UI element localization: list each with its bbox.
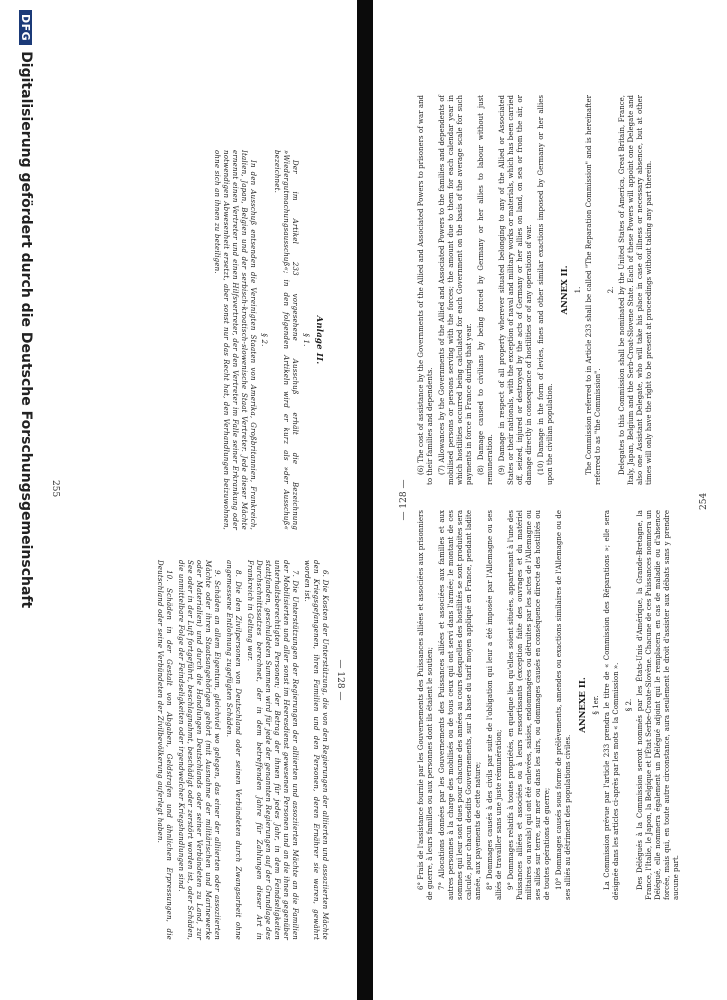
- french-para-10: 10° Dommages causés sous forme de prélèvements, amendes ou exactions similaires de l'Allemagne ou de ses alliés au détriment des populations civiles.: [555, 510, 572, 900]
- german-column-left: [209, 150, 329, 530]
- english-para-6: (6) The cost of assistance by the Governments of the Allied and Associated Powers to prisoners of war and to their families and dependents.: [417, 95, 434, 485]
- english-section-1-title: 1.: [574, 286, 582, 294]
- english-section-1: The Commission referred to in Article 233 shall be called "The Reparation Commission" and is hereinafter referred to as "the Commission".: [585, 95, 602, 485]
- french-section-2: Des Délégués à la Commission seront nommés par les États-Unis d'Amérique, la Grande-Bretagne, la France, l'Italie, le Japon, la Belgique et l'État Serbe-Croate-Slovène. Chacune de ces Puissances nommera un Délégué, elle nommera également un Délégué adjoint qui le remplacera en cas de maladie ou d'absence forcée, mais qui, en toute autre circonstance, aura seulement le droit d'assister aux débats sans y prendre aucune part.: [636, 510, 680, 900]
- english-para-10: (10) Damage in the form of levies, fines and other similar exactions imposed by Germany or her allies upon the civilian population.: [537, 95, 554, 485]
- french-column: [417, 510, 684, 900]
- german-section-2-title: § 2.: [260, 333, 268, 347]
- english-column: [417, 95, 657, 485]
- german-section-1-title: § 1.: [302, 333, 310, 347]
- english-para-7: (7) Allowances by the Governments of the Allied and Associated Powers to the families and dependents of mobilised persons or persons serving with the forces; the amount due to them for each calendar year in which hostilities occurred being calculated for each Government on the basis of the average scale for such payments in force in France during that year.: [438, 95, 473, 485]
- upper-page-scan: [385, 60, 715, 950]
- english-para-8: (8) Damage caused to civilians by being forced by Germany or her allies to labour without just remuneration.: [477, 95, 494, 485]
- page-header: — 128 —: [399, 479, 409, 521]
- german-para-7: 7. Die Unterstützungen der Regierungen der alliierten und assoziierten Mächte an die Familien der Mobilisierten und aller sonst im Heeresdienst gewesenen Personen und an die ihnen gegenüber unterhaltsberechtigten Personen; der Betrag der ihnen für jedes Jahr, in dem Feindseligkeiten stattfanden, geschuldeten Summen wird für jede der genannten Regierungen auf der Grundlage des Durchschnittssatzes berechnet, der in dem betreffenden Jahre für Zahlungen dieser Art in Frankreich in Geltung war.: [246, 560, 299, 940]
- german-para-8: 8. Die den Zivilpersonen von Deutschland oder seinen Verbündeten durch Zwangsarbeit ohne angemessene Entlohnung zugefügten Schäden.: [225, 560, 242, 940]
- english-para-9: (9) Damage in respect of all property wherever situated belonging to any of the Allied or Associated States or their nationals, with the exception of naval and military works or materials, which has been carried off, seized, injured or destroyed by the acts of Germany or her allies on land, on sea or from the air, or damage directly in consequence of hostilities or of any operations of war.: [498, 95, 533, 485]
- gutter-band: [357, 0, 373, 1000]
- lower-page-scan: [45, 60, 345, 950]
- dfg-logo: DFG: [19, 10, 32, 45]
- french-section-1: La Commission prévue par l'article 233 prendra le titre de « Commission des Réparations »; elle sera désignée dans les articles ci-après par les mots « la Commission ».: [603, 510, 620, 900]
- french-para-8: 8° Dommages causés à des civils par suite de l'obligation qui leur a été imposée par l'Allemagne ou ses alliés de travailler sans une juste rémunération;: [486, 510, 503, 900]
- french-para-6: 6° Frais de l'assistance fournie par les Gouvernements des Puissances alliées et associées aux prisonniers de guerre, à leurs familles ou aux personnes dont ils étaient le soutien;: [417, 510, 434, 900]
- french-annex-title: ANNEXE II.: [578, 677, 588, 733]
- german-para-10: 10. Schäden in der Gestalt von Abgaben, Geldstrafen und ähnlichen Erpressungen, die Deutschland oder seine Verbündeten der Zivilbevölkerung auferlegt haben.: [156, 560, 173, 940]
- credit-text: Digitalisierung gefördert durch die Deutsche Forschungsgemeinschaft: [18, 51, 34, 609]
- german-column-right: [152, 560, 329, 940]
- page-number-254: 254: [699, 492, 709, 510]
- english-annex-title: ANNEX II.: [560, 265, 570, 315]
- german-para-9: 9. Schäden an allem Eigentum, gleichviel wo gelegen, das einer der alliierten oder assoziierten Mächte oder ihren Staatsangehörigen gehört (mit Ausnahme der militärischen und Marinewerke oder Materialien) und durch die Handlungen Deutschlands oder seiner Verbündeten zu Land, zur See oder in der Luft fortgeführt, beschlagnahmt, beschädigt oder zerstört worden ist, oder Schäden, die unmittelbare Folge der Feindseligkeiten oder irgendwelcher Kriegshandlungen sind.: [177, 560, 221, 940]
- french-para-9: 9° Dommages relatifs à toutes propriétés, en quelque lieu qu'elles soient situées, appartenant à l'une des Puissances alliées et associées ou à leurs ressortissants (exception faite des ouvrages et du matériel militaires ou navals) qui ont été enlevées, saisies, endommagées ou détruites par les actes de l'Allemagne ou ses alliés sur terre, sur mer ou dans les airs, ou dommages causés en conséquence directe des hostilités ou de toutes opérations de guerre;: [507, 510, 551, 900]
- english-section-2-title: 2.: [607, 286, 615, 294]
- page-header: — 128 —: [335, 659, 345, 701]
- german-para-6: 6. Die Kosten der Unterstützung, die von den Regierungen der alliierten und assoziierten Mächte den Kriegsgefangenen, ihren Familien und den Personen, deren Ernährer sie waren, gewährt worden ist.: [303, 560, 329, 940]
- german-annex-title: Anlage II.: [314, 315, 324, 365]
- german-section-1: Der im Artikel 233 vorgesehene Ausschuß erhält die Bezeichnung »Wiedergutmachungsausschuß«; in den folgenden Artikeln wird er kurz als »der Ausschuß« bezeichnet.: [273, 150, 299, 530]
- page-number-255: 255: [50, 480, 60, 498]
- french-section-1-title: § 1er.: [592, 695, 600, 715]
- upper-page-content: [395, 60, 715, 940]
- dfg-credit-line: [18, 10, 34, 608]
- french-para-7: 7° Allocations données par les Gouvernements des Puissances alliées et associées aux familles et aux autres personnes à la charge des mobilisés ou de tous ceux qui ont servi dans l'armée; le montant de ces sommes qui leur sont dues pour chacune des années au cours desquelles des hostilités se sont produites sera calculé, pour chacun desdits Gouvernements, sur la base du tarif moyen appliqué en France, pendant ladite année, aux payements de cette nature;: [438, 510, 482, 900]
- english-section-2: Delegates to this Commission shall be nominated by the United States of America, Great Britain, France, Italy, Japan, Belgium and the Serb-Croat-Slovene State. Each of these Powers will appoint one Delegate and also one Assistant Delegate, who will take his place in case of illness or necessary absence, but at other times will only have the right to be present at proceedings without taking any part therein.: [618, 95, 653, 485]
- german-section-2: In den Ausschuß entsenden die Vereinigten Staaten von Amerika, Großbritannien, Frankreich, Italien, Japan, Belgien und der serbisch-kroatisch-slowenische Staat Vertreter. Jede dieser Mächte ernennt einen Vertreter und einen Hilfsvertreter, der den Vertreter im Falle seiner Erkrankung oder notwendigen Abwesenheit ersetzt, aber sonst nur das Recht hat, den Verhandlungen beizuwohnen, ohne sich an ihnen zu beteiligen.: [213, 150, 257, 530]
- french-section-2-title: § 2.: [625, 698, 633, 712]
